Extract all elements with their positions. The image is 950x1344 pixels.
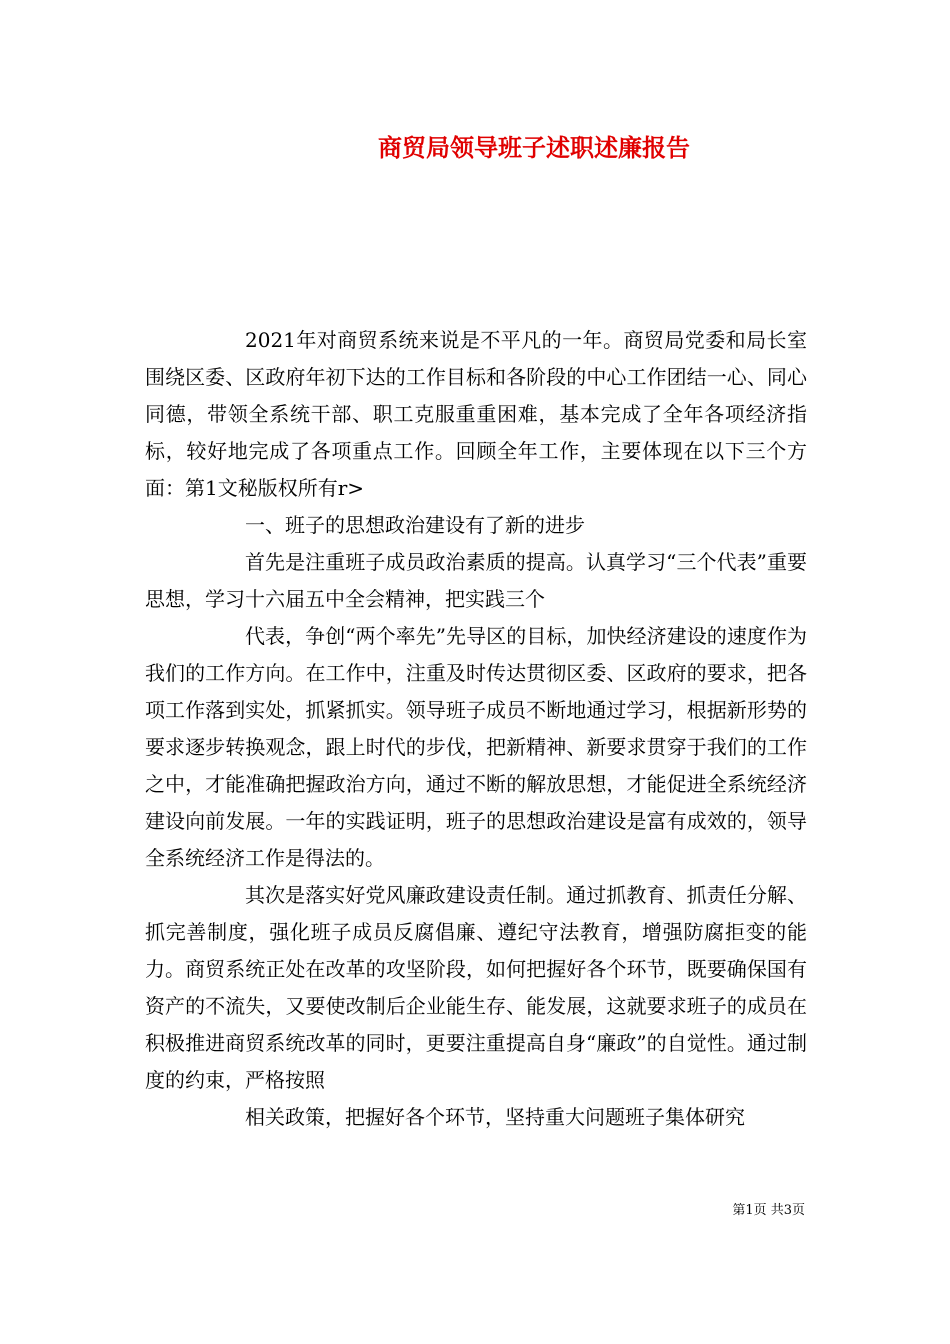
paragraph-intro: 2021年对商贸系统来说是不平凡的一年。商贸局党委和局长室围绕区委、区政府年初下达的工作目标和各阶段的中心工作团结一心、同心同德，带领全系统干部、职工克服重重困难，基本完成了全年各项经济指标，较好地完成了各项重点工作。回顾全年工作，主要体现在以下三个方面：第1文秘版权所有r> [145, 328, 807, 500]
section-heading-1: 一、班子的思想政治建设有了新的进步 [245, 513, 585, 537]
paragraph-second-point-continued: 相关政策，把握好各个环节，坚持重大问题班子集体研究 [245, 1105, 745, 1129]
page-number-footer: 第1页 共3页 [732, 1203, 805, 1218]
paragraph-first-point: 首先是注重班子成员政治素质的提高。认真学习“三个代表”重要思想，学习十六届五中全会精神，把实践三个 [145, 550, 807, 611]
paragraph-first-point-continued: 代表，争创“两个率先”先导区的目标，加快经济建设的速度作为我们的工作方向。在工作中，注重及时传达贯彻区委、区政府的要求，把各项工作落到实处，抓紧抓实。领导班子成员不断地通过学习，根据新形势的要求逐步转换观念，跟上时代的步伐，把新精神、新要求贯穿于我们的工作之中，才能准确把握政治方向，通过不断的解放思想，才能促进全系统经济建设向前发展。一年的实践证明，班子的思想政治建设是富有成效的，领导全系统经济工作是得法的。 [145, 624, 807, 870]
document-body [145, 322, 807, 1136]
paragraph-second-point: 其次是落实好党风廉政建设责任制。通过抓教育、抓责任分解、抓完善制度，强化班子成员反腐倡廉、遵纪守法教育，增强防腐拒变的能力。商贸系统正处在改革的攻坚阶段，如何把握好各个环节，既要确保国有资产的不流失，又要使改制后企业能生存、能发展，这就要求班子的成员在积极推进商贸系统改革的同时，更要注重提高自身“廉政”的自觉性。通过制度的约束，严格按照 [145, 883, 807, 1092]
document-title: 商贸局领导班子述职述廉报告 [378, 133, 690, 162]
